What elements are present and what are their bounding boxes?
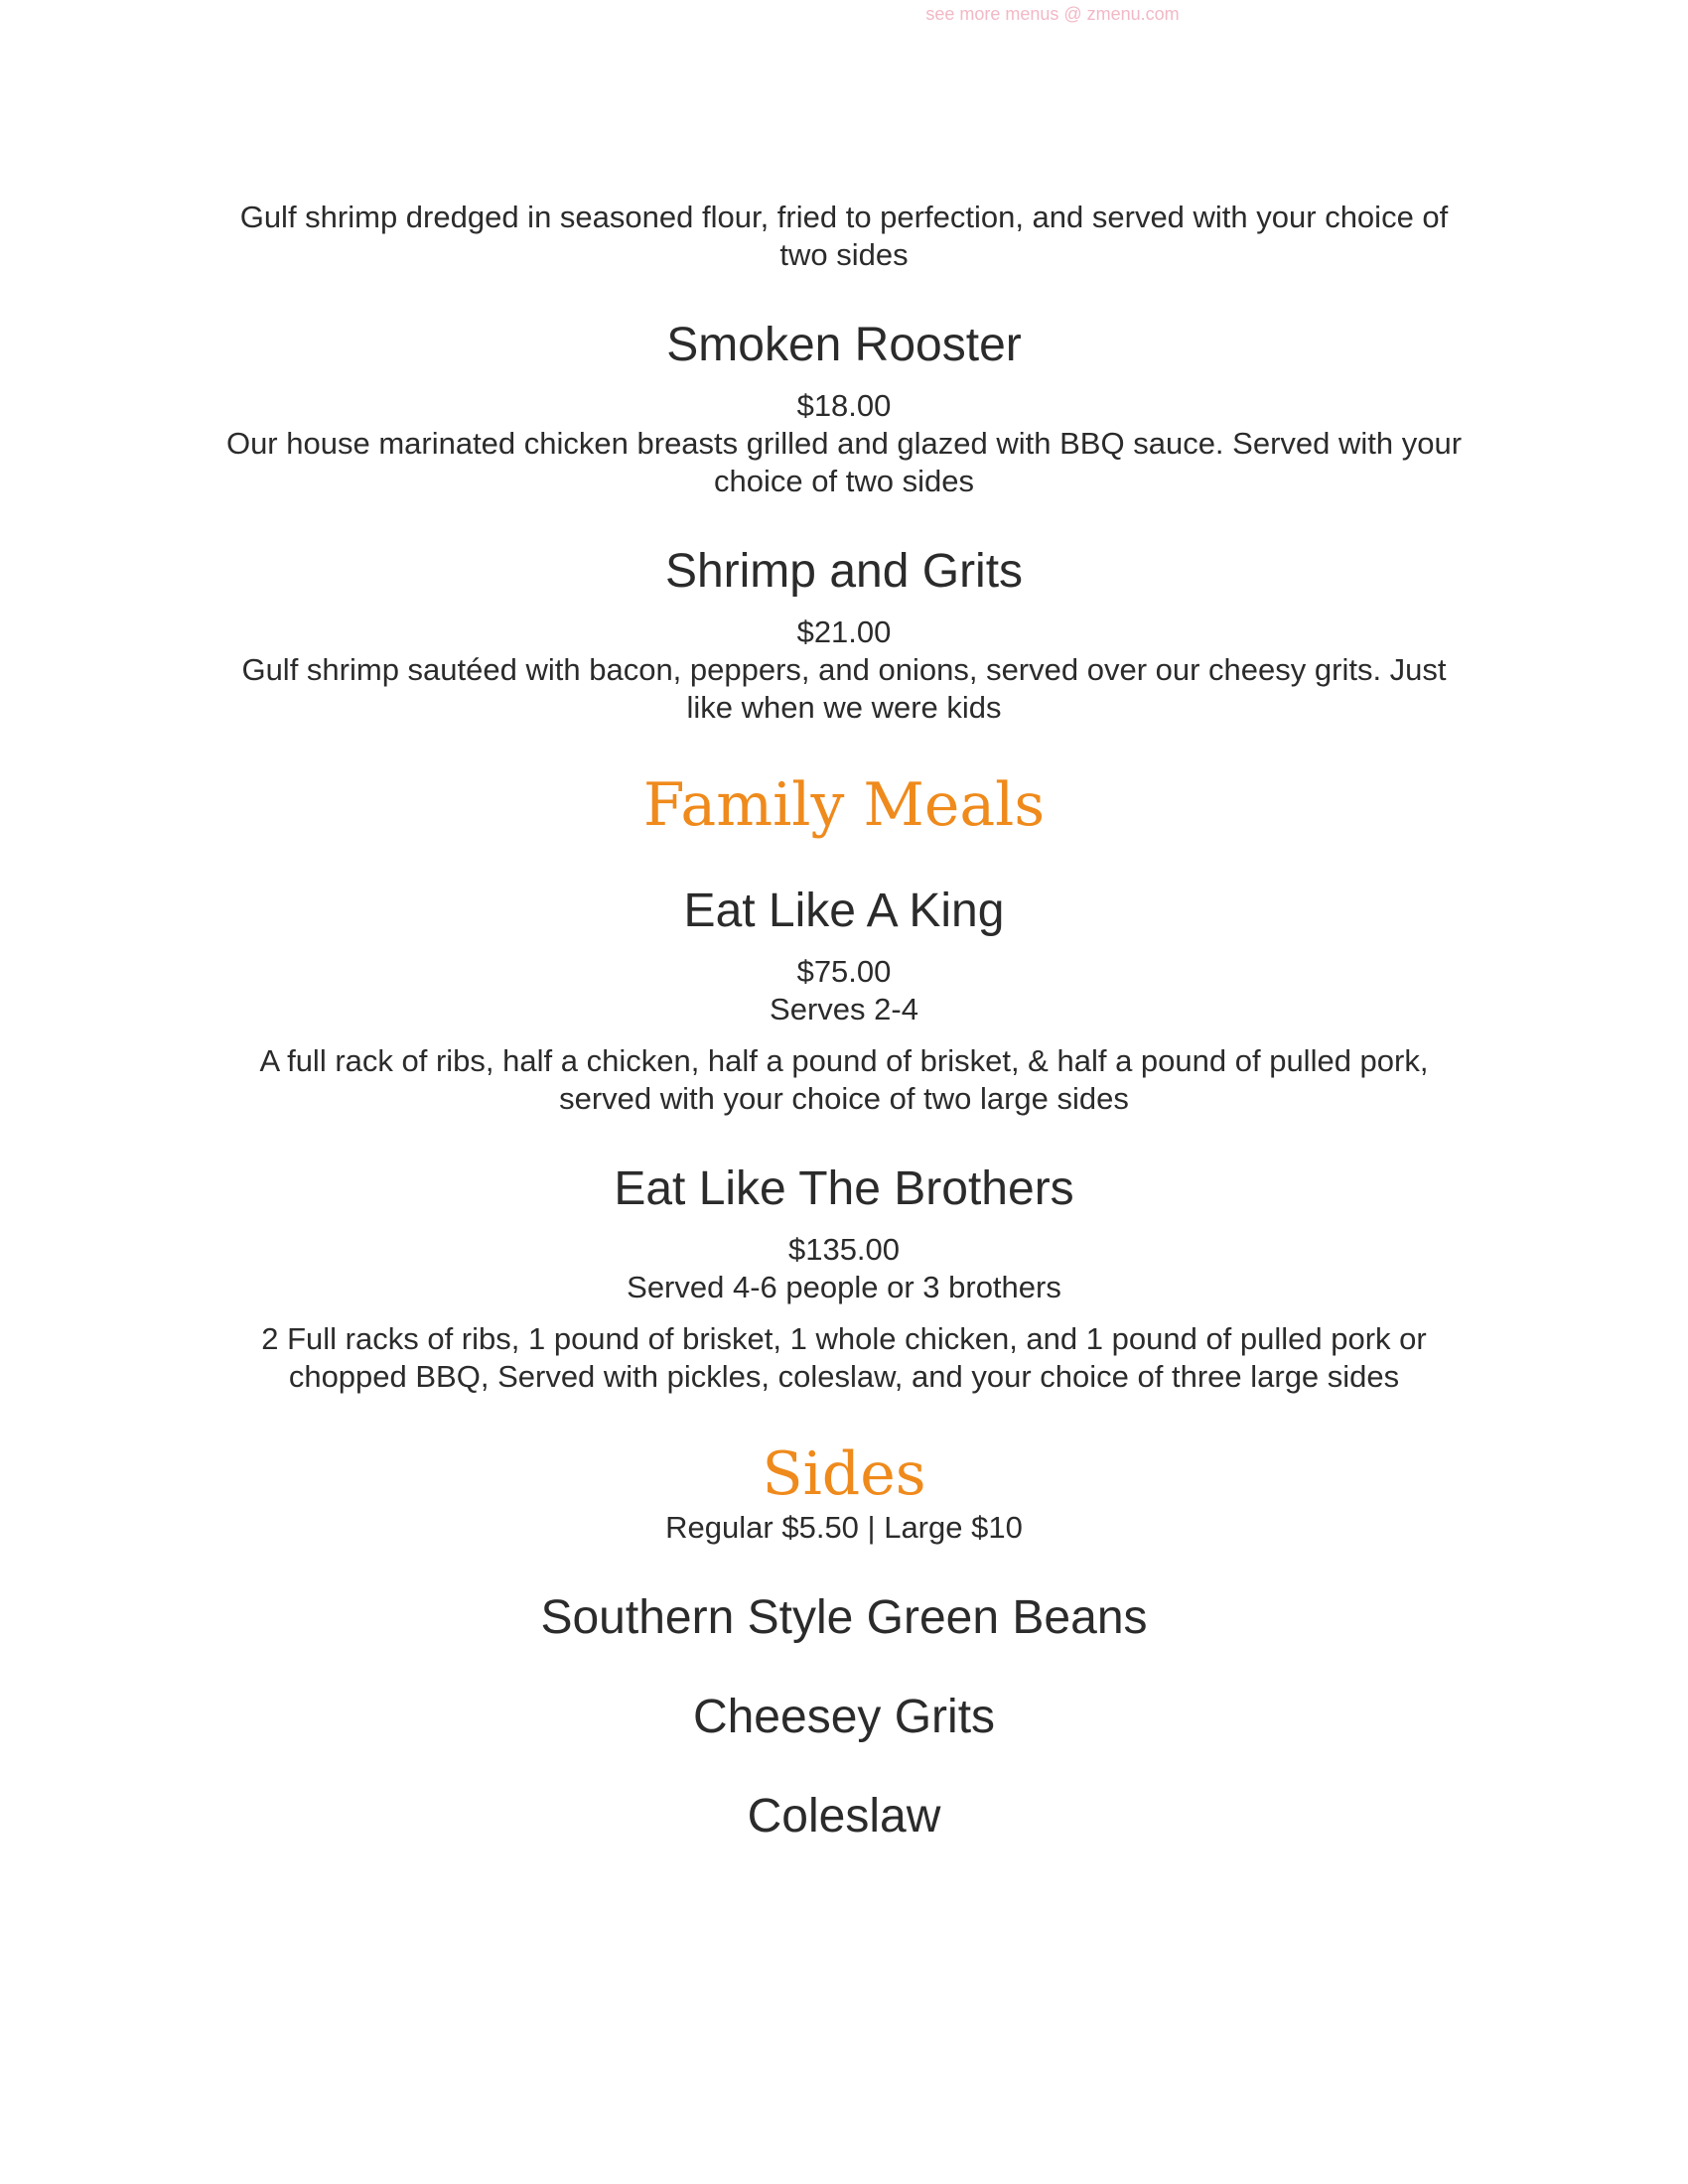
menu-item-smoken-rooster	[199, 318, 1489, 500]
item-description: 2 Full racks of ribs, 1 pound of brisket, 1 whole chicken, and 1 pound of pulled pork or chopped BBQ, Served with pickles, coleslaw, and your choice of three large sides	[261, 1321, 1427, 1394]
item-serves: Served 4-6 people or 3 brothers	[627, 1270, 1061, 1304]
item-description: Our house marinated chicken breasts grilled and glazed with BBQ sauce. Served with your choice of two sides	[225, 426, 1463, 498]
item-price: $18.00	[796, 388, 892, 423]
item-price: $21.00	[796, 614, 892, 649]
menu-item-eat-like-a-king	[199, 884, 1489, 1118]
item-description: Gulf shrimp dredged in seasoned flour, fried to perfection, and served with your choice of two sides	[239, 200, 1449, 272]
menu-item-eat-like-the-brothers	[199, 1161, 1489, 1396]
item-title: Shrimp and Grits	[664, 545, 1024, 598]
watermark-text: see more menus @ zmenu.com	[925, 4, 1180, 24]
item-title: Eat Like The Brothers	[614, 1162, 1074, 1215]
item-title: Smoken Rooster	[666, 319, 1022, 371]
section-title-family-meals: Family Meals	[642, 770, 1046, 840]
menu-item-shrimp-and-grits	[199, 544, 1489, 727]
sides-pricing: Regular $5.50 | Large $10	[665, 1510, 1023, 1545]
item-serves: Serves 2-4	[770, 992, 918, 1026]
item-description: A full rack of ribs, half a chicken, half a pound of brisket, & half a pound of pulled pork, served with your choice of two large sides	[259, 1043, 1429, 1116]
item-description: Gulf shrimp sautéed with bacon, peppers, and onions, served over our cheesy grits. Just like when we were kids	[241, 652, 1447, 725]
item-title: Eat Like A King	[683, 885, 1005, 937]
side-item: Coleslaw	[747, 1790, 941, 1843]
item-price: $135.00	[787, 1232, 901, 1267]
side-item: Southern Style Green Beans	[540, 1591, 1148, 1644]
menu-page	[199, 199, 1489, 1844]
side-item: Cheesey Grits	[692, 1691, 996, 1743]
section-title-sides: Sides	[762, 1439, 926, 1509]
item-price: $75.00	[796, 954, 892, 989]
